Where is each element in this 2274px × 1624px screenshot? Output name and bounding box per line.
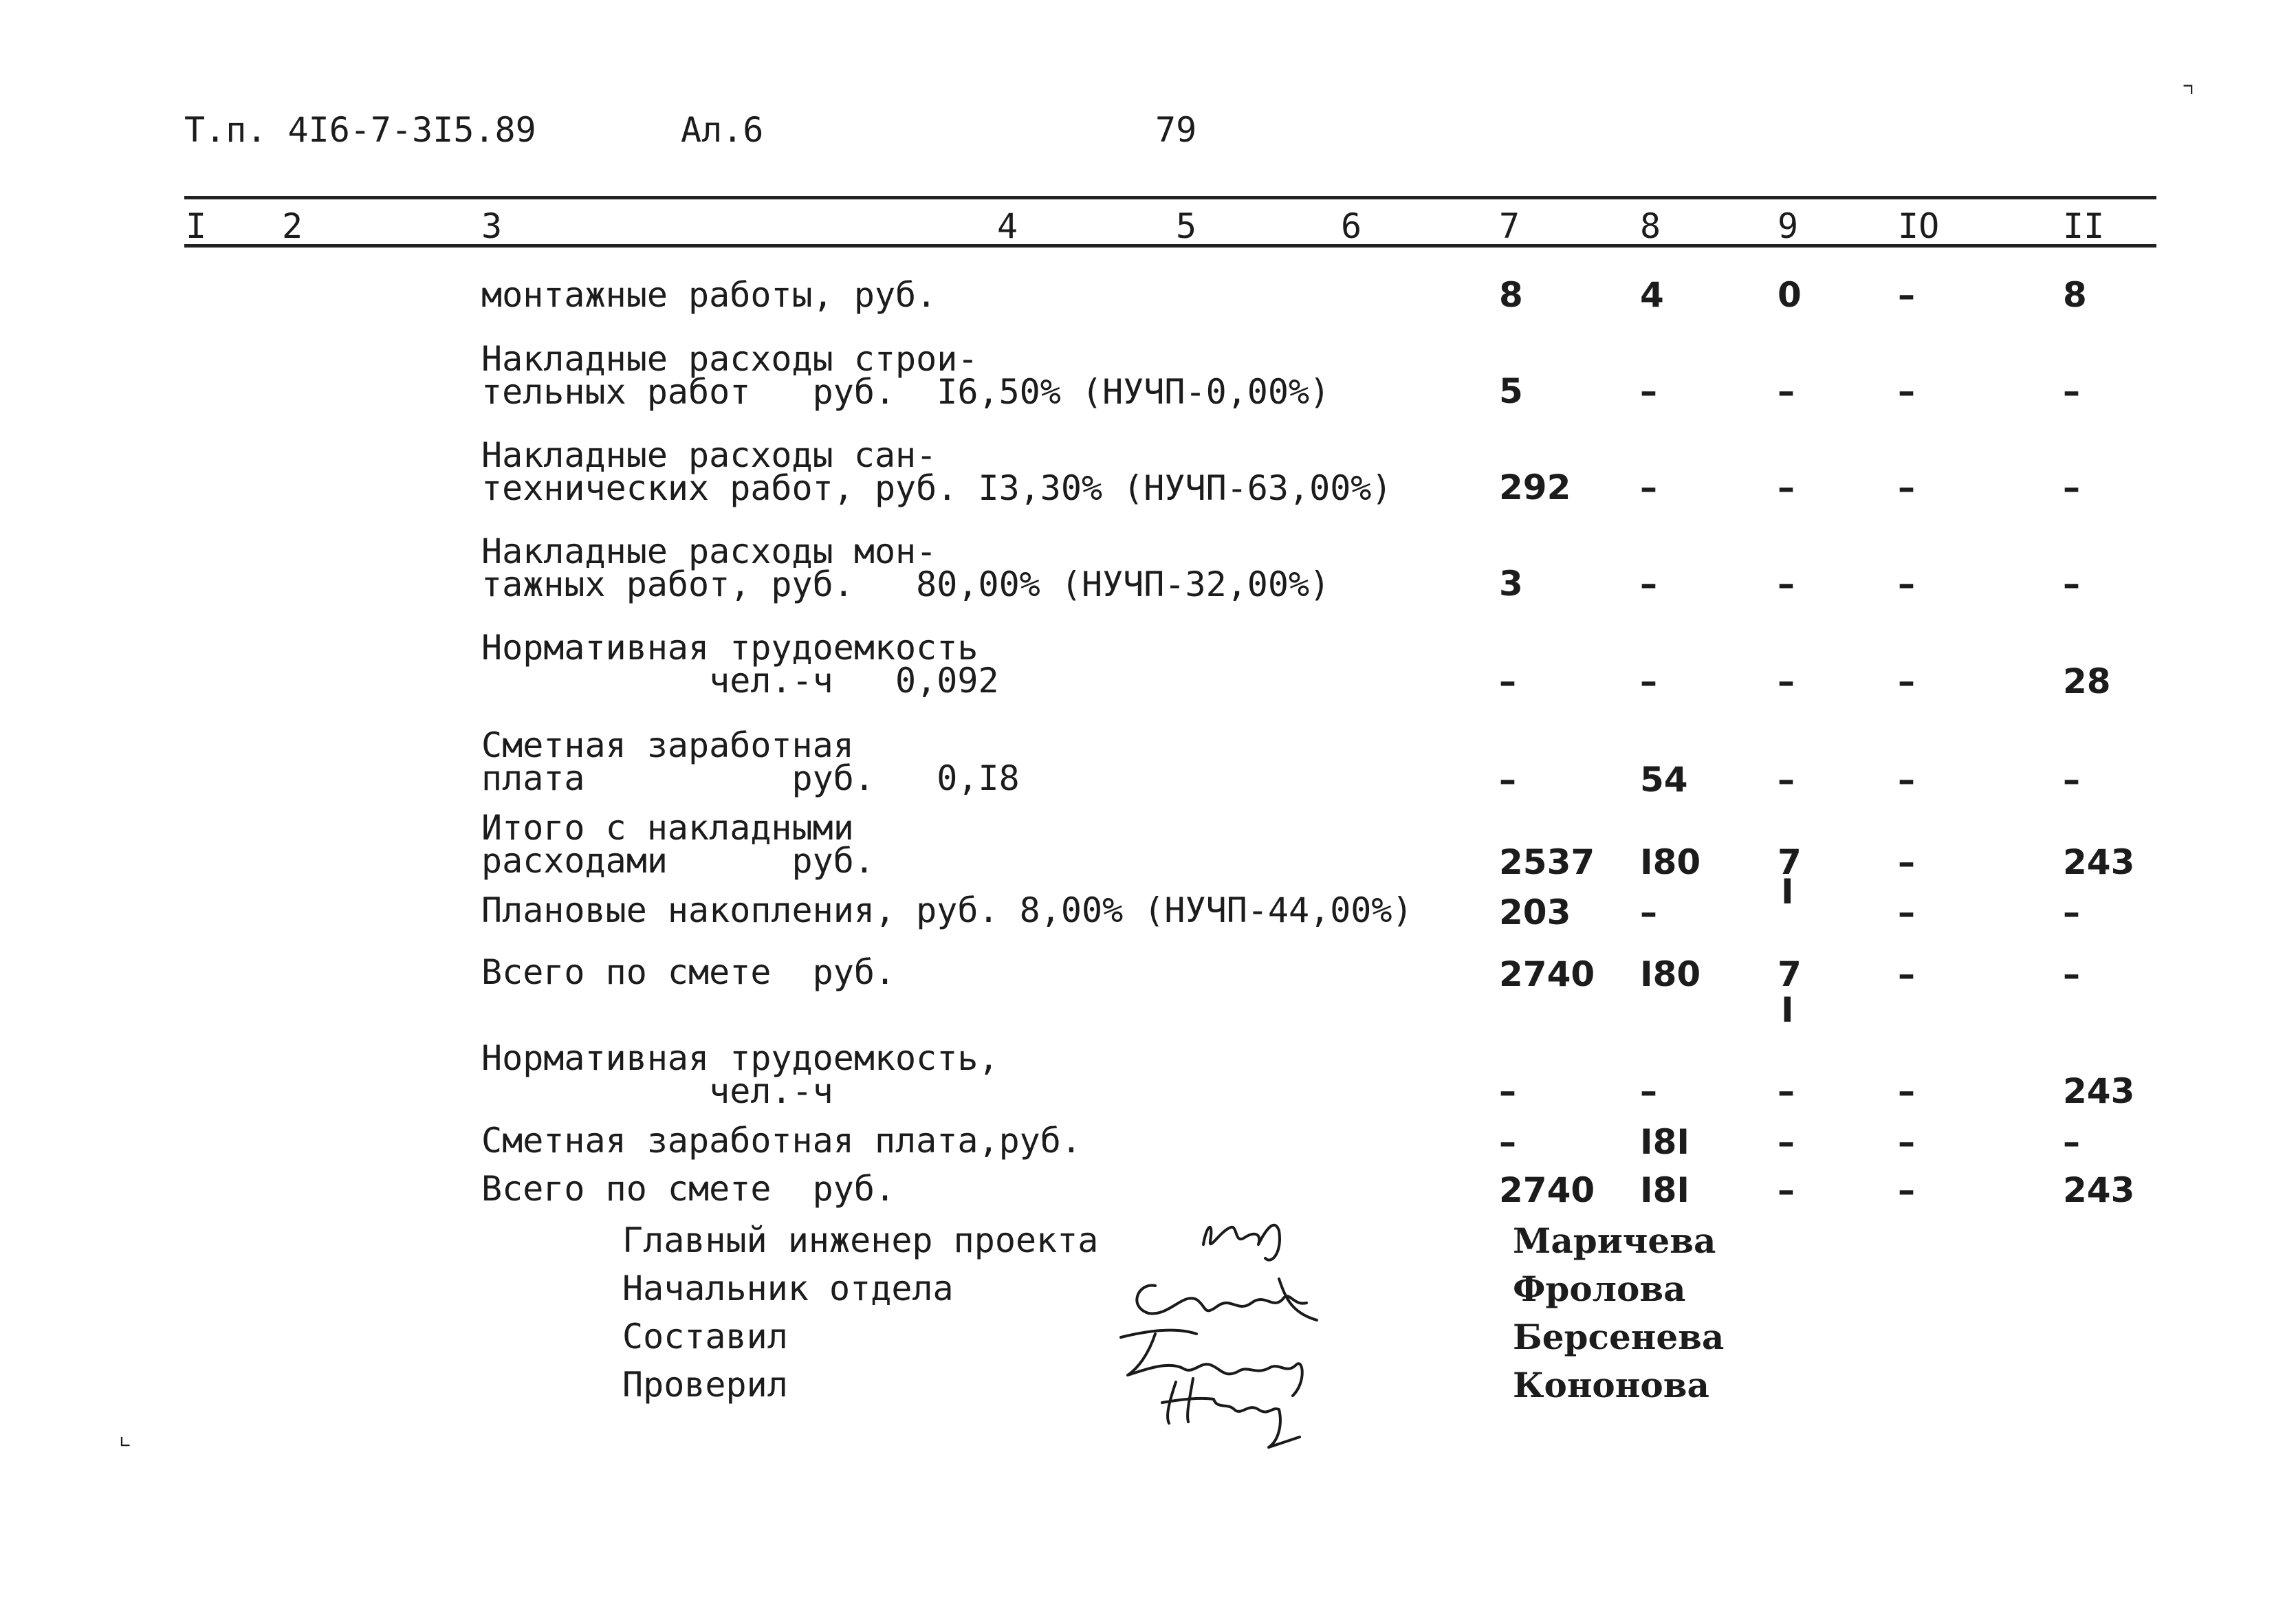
value-col-11: – — [2063, 371, 2080, 411]
value-col-10: – — [1898, 564, 1915, 604]
row-description: Сметная заработная плата,руб. — [481, 1121, 1082, 1161]
col-number-4: 4 — [997, 206, 1018, 246]
value-col-7: – — [1499, 1122, 1516, 1162]
value-col-8: – — [1640, 892, 1657, 932]
col-number-5: 5 — [1176, 206, 1197, 246]
col-number-11: II — [2063, 206, 2105, 246]
col-number-3: 3 — [481, 206, 503, 246]
col-number-2: 2 — [282, 206, 303, 246]
value-col-9: – — [1778, 1122, 1795, 1162]
value-col-11: – — [2063, 954, 2080, 994]
value-col-8: – — [1640, 661, 1657, 701]
row-description: Накладные расходы мон- тажных работ, руб. 80,00% (НУЧП-32,00%) — [481, 531, 1331, 604]
row-description: монтажные работы, руб. — [481, 275, 937, 315]
value-col-9: 0 — [1778, 275, 1802, 315]
table-header-rule — [184, 244, 2156, 248]
value-col-7: 2740 — [1499, 1170, 1595, 1210]
row-description: Нормативная трудоемкость, чел.-ч — [481, 1038, 999, 1111]
value-col-10: – — [1898, 661, 1915, 701]
value-col-7: – — [1499, 1071, 1516, 1111]
value-col-11: – — [2063, 760, 2080, 800]
signer-name: Берсенева — [1513, 1317, 1725, 1357]
value-col-9-second-line: I — [1781, 872, 1794, 912]
value-col-10: – — [1898, 954, 1915, 994]
value-col-11: – — [2063, 468, 2080, 507]
corner-mark: ⌝ — [2180, 79, 2197, 111]
value-col-7: 292 — [1499, 468, 1571, 507]
value-col-10: – — [1898, 1122, 1915, 1162]
document-reference: Т.п. 4I6-7-3I5.89 — [184, 110, 536, 150]
signature-scribble-4 — [1162, 1379, 1300, 1447]
signer-role: Начальник отдела — [622, 1269, 954, 1308]
value-col-10: – — [1898, 842, 1915, 882]
album-number: Ал.6 — [681, 110, 764, 150]
value-col-8: – — [1640, 468, 1657, 507]
signature-scribble-3 — [1121, 1330, 1302, 1396]
value-col-10: – — [1898, 468, 1915, 507]
value-col-9: – — [1778, 760, 1795, 800]
table-top-rule — [184, 196, 2156, 199]
value-col-10: – — [1898, 371, 1915, 411]
col-number-9: 9 — [1778, 206, 1799, 246]
row-description: Всего по смете руб. — [481, 1169, 896, 1209]
value-col-8: I80 — [1640, 842, 1701, 882]
signer-role: Проверил — [622, 1365, 788, 1405]
value-col-10: – — [1898, 1071, 1915, 1111]
value-col-8: – — [1640, 371, 1657, 411]
value-col-8: I8I — [1640, 1170, 1690, 1210]
value-col-9: – — [1778, 564, 1795, 604]
value-col-7: 8 — [1499, 275, 1523, 315]
value-col-9: 7 — [1778, 842, 1802, 882]
handwritten-signatures — [1073, 1203, 1362, 1464]
signer-role: Составил — [622, 1317, 788, 1357]
value-col-9: – — [1778, 1170, 1795, 1210]
value-col-11: – — [2063, 564, 2080, 604]
value-col-9: 7 — [1778, 954, 1802, 994]
value-col-10: – — [1898, 275, 1915, 315]
value-col-11: 243 — [2063, 1071, 2135, 1111]
row-description: Итого с накладными расходами руб. — [481, 808, 875, 881]
row-description: Нормативная трудоемкость чел.-ч 0,092 — [481, 628, 999, 701]
corner-mark: ⌞ — [117, 1420, 134, 1451]
value-col-9: – — [1778, 1071, 1795, 1111]
value-col-11: 243 — [2063, 842, 2135, 882]
value-col-9: – — [1778, 468, 1795, 507]
value-col-9: – — [1778, 371, 1795, 411]
signature-scribble-2 — [1137, 1279, 1317, 1320]
value-col-7: 203 — [1499, 892, 1571, 932]
value-col-11: 243 — [2063, 1170, 2135, 1210]
row-description: Всего по смете руб. — [481, 952, 896, 992]
col-number-10: IO — [1898, 206, 1940, 246]
value-col-10: – — [1898, 892, 1915, 932]
signer-role: Главный инженер проекта — [622, 1220, 1099, 1260]
signature-scribble-1 — [1203, 1225, 1280, 1260]
signer-name: Кононова — [1513, 1365, 1709, 1405]
value-col-11: 28 — [2063, 661, 2111, 701]
signer-name: Фролова — [1513, 1269, 1686, 1309]
value-col-10: – — [1898, 760, 1915, 800]
value-col-8: 4 — [1640, 275, 1664, 315]
row-description: Плановые накопления, руб. 8,00% (НУЧП-44,00%) — [481, 890, 1413, 930]
col-number-7: 7 — [1499, 206, 1520, 246]
value-col-7: 3 — [1499, 564, 1523, 604]
col-number-1: I — [186, 206, 207, 246]
page-number: 79 — [1155, 110, 1197, 150]
value-col-8: I8I — [1640, 1122, 1690, 1162]
value-col-11: 8 — [2063, 275, 2087, 315]
value-col-7: – — [1499, 760, 1516, 800]
row-description: Накладные расходы сан- технических работ, руб. I3,30% (НУЧП-63,00%) — [481, 435, 1392, 508]
value-col-9: – — [1778, 661, 1795, 701]
value-col-8: I80 — [1640, 954, 1701, 994]
value-col-8: 54 — [1640, 760, 1688, 800]
value-col-10: – — [1898, 1170, 1915, 1210]
signer-name: Маричева — [1513, 1220, 1716, 1261]
value-col-11: – — [2063, 1122, 2080, 1162]
col-number-6: 6 — [1341, 206, 1362, 246]
value-col-11: – — [2063, 892, 2080, 932]
row-description: Сметная заработная плата руб. 0,I8 — [481, 725, 1020, 798]
value-col-7: – — [1499, 661, 1516, 701]
value-col-8: – — [1640, 1071, 1657, 1111]
value-col-7: 5 — [1499, 371, 1523, 411]
value-col-7: 2537 — [1499, 842, 1595, 882]
value-col-7: 2740 — [1499, 954, 1595, 994]
value-col-9-second-line: I — [1781, 990, 1794, 1030]
value-col-8: – — [1640, 564, 1657, 604]
row-description: Накладные расходы строи- тельных работ руб. I6,50% (НУЧП-0,00%) — [481, 339, 1331, 412]
col-number-8: 8 — [1640, 206, 1661, 246]
